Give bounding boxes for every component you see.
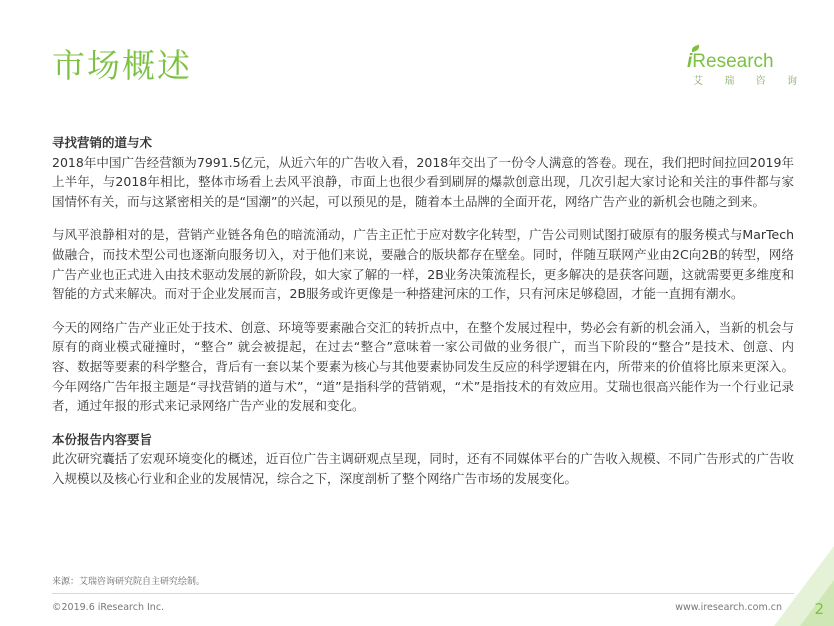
logo-sub-char: 瑞	[724, 76, 735, 87]
paragraph-gap	[52, 416, 794, 430]
section-heading: 本份报告内容要旨	[52, 431, 153, 447]
logo-wordmark	[687, 51, 774, 73]
section-heading: 寻找营销的道与术	[52, 135, 153, 150]
logo-sub-char: 咨	[755, 76, 766, 87]
main-content	[52, 133, 794, 489]
copyright: ©2019.6 iResearch Inc.	[52, 602, 165, 613]
page-title: 市场概述	[52, 46, 192, 85]
iresearch-logo	[687, 46, 799, 96]
paragraph: 2018年中国广告经营额为7991.5亿元，从近六年的广告收入看，2018年交出了一份令人满意的答卷。现在，我们把时间拉回2019年上半年，与2018年相比，整体市场看上去风平浪静，市面上也很少看到刷屏的爆款创意出现，几次引起大家讨论和关注的事件都与家国情怀有关，而与这紧密相关的是“国潮”的兴起，可以预见的是，随着本土品牌的全面开花，网络广告产业的新机会也随之到来。	[52, 154, 794, 209]
logo-subtitle	[693, 76, 797, 88]
paragraph: 与风平浪静相对的是，营销产业链各角色的暗流涌动，广告主正忙于应对数字化转型，广告公司则试图打破原有的服务模式与MarTech做融合，而技术型公司也逐渐向服务切入，对于他们来说，要融合的版块都存在壁垒。同时，伴随互联网产业由2C向2B的转型，网络广告产业也正式进入由技术驱动发展的新阶段，如大家了解的一样，2B业务决策流程长，更多解决的是获客问题，这就需要更多维度和智能的方式来解决。而对于企业发展而言，2B服务或许更像是一种搭建河床的工作，只有河床足够稳固，才能一直拥有潮水。	[52, 227, 794, 302]
logo-sub-char: 艾	[693, 76, 703, 87]
paragraph-gap	[52, 304, 794, 318]
website-link[interactable]: www.iresearch.com.cn	[675, 602, 782, 613]
source-note: 来源：艾瑞咨询研究院自主研究绘制。	[52, 577, 206, 587]
logo-prefix: i	[687, 51, 693, 72]
page-number: 2	[814, 600, 824, 618]
footer-divider	[52, 593, 794, 594]
paragraph: 今天的网络广告产业正处于技术、创意、环境等要素融合交汇的转折点中，在整个发展过程中，势必会有新的机会涌入，当新的机会与原有的商业模式碰撞时，“整合” 就会被提起，在过去“整合”意味着一家公司做的业务很广，而当下阶段的“整合”是技术、创意、内容、数据等要素的科学整合，背后有一套以某个要素为核心与其他要素协同发生反应的科学逻辑在内，所带来的价值将比原来更深入。今年网络广告年报主题是“寻找营销的道与术”，“道”是指科学的营销观，“术”是指技术的有效应用。艾瑞也很高兴能作为一个行业记录者，通过年报的形式来记录网络广告产业的发展和变化。	[52, 319, 794, 414]
logo-sub-char: 询	[786, 76, 797, 87]
logo-word: Research	[692, 51, 774, 72]
paragraph: 此次研究囊括了宏观环境变化的概述，近百位广告主调研观点呈现，同时，还有不同媒体平台的广告收入规模、不同广告形式的广告收入规模以及核心行业和企业的发展情况，综合之下，深度剖析了整个网络广告市场的发展变化。	[52, 451, 794, 486]
paragraph-gap	[52, 211, 794, 225]
